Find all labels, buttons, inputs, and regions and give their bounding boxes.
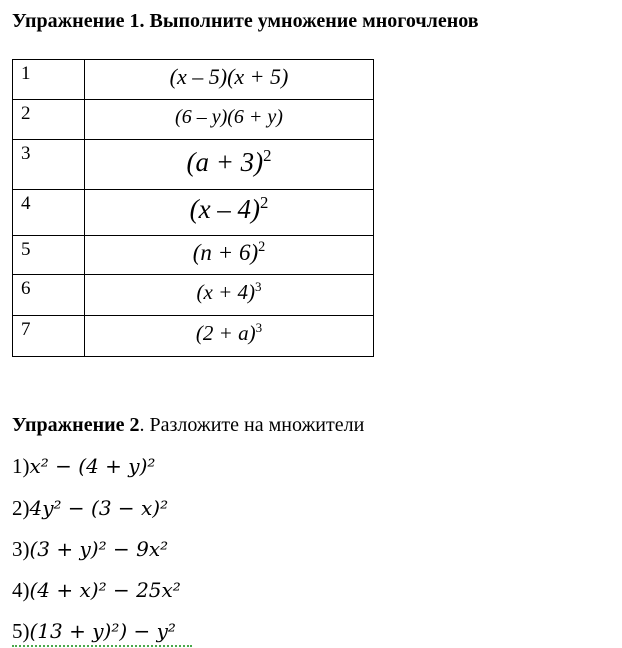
expression-text: (x – 5)(x + 5)	[169, 64, 289, 90]
spellcheck-underline	[12, 642, 192, 647]
exercise-2-heading	[12, 414, 364, 437]
exercise-1-title-rest: . Выполните умножение многочленов	[139, 10, 479, 32]
expression-text: (x + 4)	[196, 280, 255, 304]
expression-exponent: 3	[254, 279, 262, 294]
expression-text: (a + 3)	[186, 147, 264, 177]
item-expression: x² − (4 + y)²	[29, 454, 156, 478]
expression-text: (6 – y)(6 + y)	[175, 105, 283, 128]
table-row	[13, 60, 374, 100]
item-label: 3)	[12, 537, 30, 561]
row-expression	[85, 316, 374, 357]
row-expression	[85, 236, 374, 275]
exercise-1-title-bold: Упражнение 1	[12, 10, 140, 32]
item-label: 5)	[12, 619, 30, 643]
row-number: 7	[13, 316, 85, 357]
row-number: 4	[13, 190, 85, 236]
expression-text: (x – 4)	[189, 194, 261, 224]
exercise-2-title-bold: Упражнение 2	[12, 414, 140, 436]
expression-text: (2 + a)	[195, 321, 256, 345]
expression-exponent: 2	[263, 146, 272, 165]
row-number: 1	[13, 60, 85, 100]
list-item	[12, 496, 168, 521]
table-row	[13, 140, 374, 190]
row-expression	[85, 60, 374, 100]
row-number: 6	[13, 275, 85, 316]
table-row	[13, 316, 374, 357]
item-expression: (4 + x)² − 25x²	[29, 578, 181, 602]
table-row	[13, 190, 374, 236]
expression-exponent: 2	[260, 193, 269, 212]
list-item	[12, 537, 168, 562]
item-label: 2)	[12, 496, 30, 520]
item-label: 4)	[12, 578, 30, 602]
row-expression	[85, 100, 374, 140]
exercise-2-title-rest: . Разложите на множители	[139, 414, 365, 436]
expression-exponent: 2	[258, 239, 266, 255]
table-row	[13, 275, 374, 316]
exercise-1-table	[12, 59, 374, 357]
table-row	[13, 100, 374, 140]
exercise-1-heading	[12, 10, 479, 33]
list-item	[12, 619, 176, 644]
item-expression: (3 + y)² − 9x²	[29, 537, 169, 561]
row-expression	[85, 140, 374, 190]
row-expression	[85, 190, 374, 236]
row-number: 3	[13, 140, 85, 190]
list-item	[12, 578, 181, 603]
list-item	[12, 454, 155, 479]
row-number: 2	[13, 100, 85, 140]
row-expression	[85, 275, 374, 316]
row-number: 5	[13, 236, 85, 275]
table-row	[13, 236, 374, 275]
item-expression: (13 + y)²) − y²	[29, 619, 176, 643]
expression-exponent: 3	[255, 320, 263, 335]
expression-text: (n + 6)	[192, 239, 259, 265]
item-expression: 4y² − (3 − x)²	[29, 496, 169, 520]
item-label: 1)	[12, 454, 30, 478]
